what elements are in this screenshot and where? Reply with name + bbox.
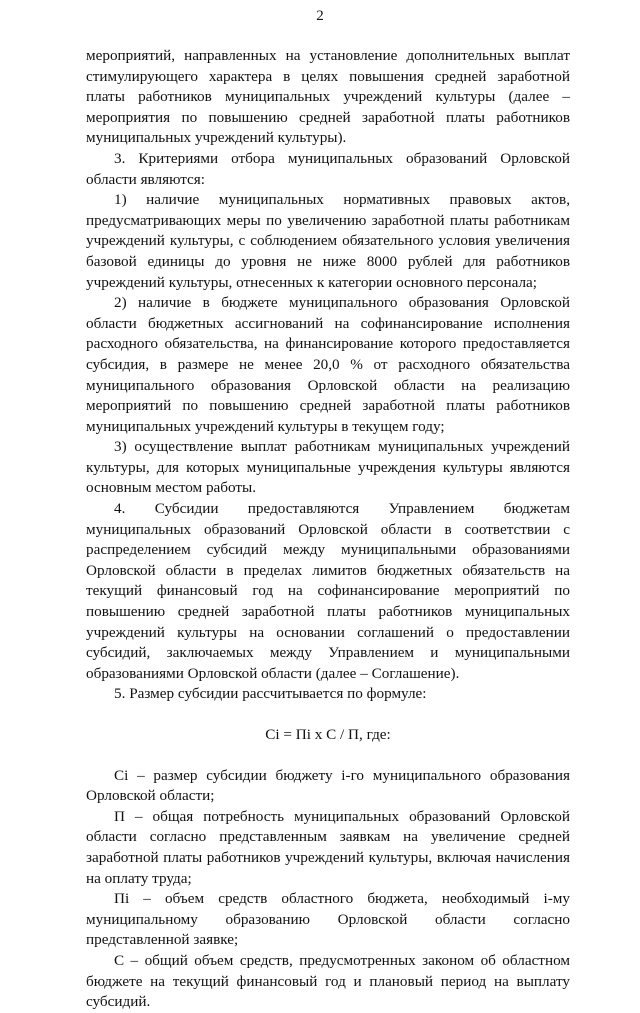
subsidy-formula: Ci = Пi x C / П, где: <box>265 726 391 743</box>
page-number: 2 <box>316 8 324 24</box>
definition-p: П – общая потребность муниципальных образований Орловской области согласно представленным заявкам на увеличение средней заработной платы работников учреждений культуры, включая начисления на оплату труда; <box>86 807 570 887</box>
paragraph-criterion-3: 3) осуществление выплат работникам муниципальных учреждений культуры, для которых муниципальные учреждения культуры являются основным местом работы. <box>86 438 570 497</box>
definition-ci: Ci – размер субсидии бюджету i-го муниципального образования Орловской области; <box>86 766 570 805</box>
paragraph-item-5: 5. Размер субсидии рассчитывается по формуле: <box>114 685 427 703</box>
definition-pi: Пi – объем средств областного бюджета, необходимый i-му муниципальному образованию Орловской области согласно представленной заявке; <box>86 890 570 949</box>
paragraph-criterion-1: 1) наличие муниципальных нормативных правовых актов, предусматривающих меры по увеличению заработной платы работникам учреждений культуры, с соблюдением обязательного условия увеличения базовой единицы до уровня не ниже 8000 рублей для работников учреждений культуры, отнесенных к категории основного персонала; <box>86 191 570 291</box>
paragraph-criteria-intro: 3. Критериями отбора муниципальных образований Орловской области являются: <box>86 149 570 188</box>
paragraph-continuation: мероприятий, направленных на установление дополнительных выплат стимулирующего характера в целях повышения средней заработной платы работников муниципальных учреждений культуры (далее – мероприятия по повышению средней заработной платы работников муниципальных учреждений культуры). <box>86 47 570 147</box>
document-body <box>86 46 570 1013</box>
paragraph-item-4: 4. Субсидии предоставляются Управлением бюджетам муниципальных образований Орловской области в соответствии с распределением субсидий между муниципальными образованиями Орловской области в пределах лимитов бюджетных обязательств на текущий финансовый год на софинансирование мероприятий по повышению средней заработной платы работников муниципальных учреждений культуры на основании соглашений о предоставлении субсидий, заключаемых между Управлением и муниципальными образованиями Орловской области (далее – Соглашение). <box>86 500 570 682</box>
definition-c: C – общий объем средств, предусмотренных законом об областном бюджете на текущий финансовый год и плановый период на выплату субсидий. <box>86 951 570 1011</box>
paragraph-criterion-2: 2) наличие в бюджете муниципального образования Орловской области бюджетных ассигнований на софинансирование исполнения расходного обязательства, на финансирование которого предоставляется субсидия, в размере не менее 20,0 % от расходного обязательства муниципального образования Орловской области на реализацию мероприятий по повышению средней заработной платы работников муниципальных учреждений культуры в текущем году; <box>86 294 570 435</box>
